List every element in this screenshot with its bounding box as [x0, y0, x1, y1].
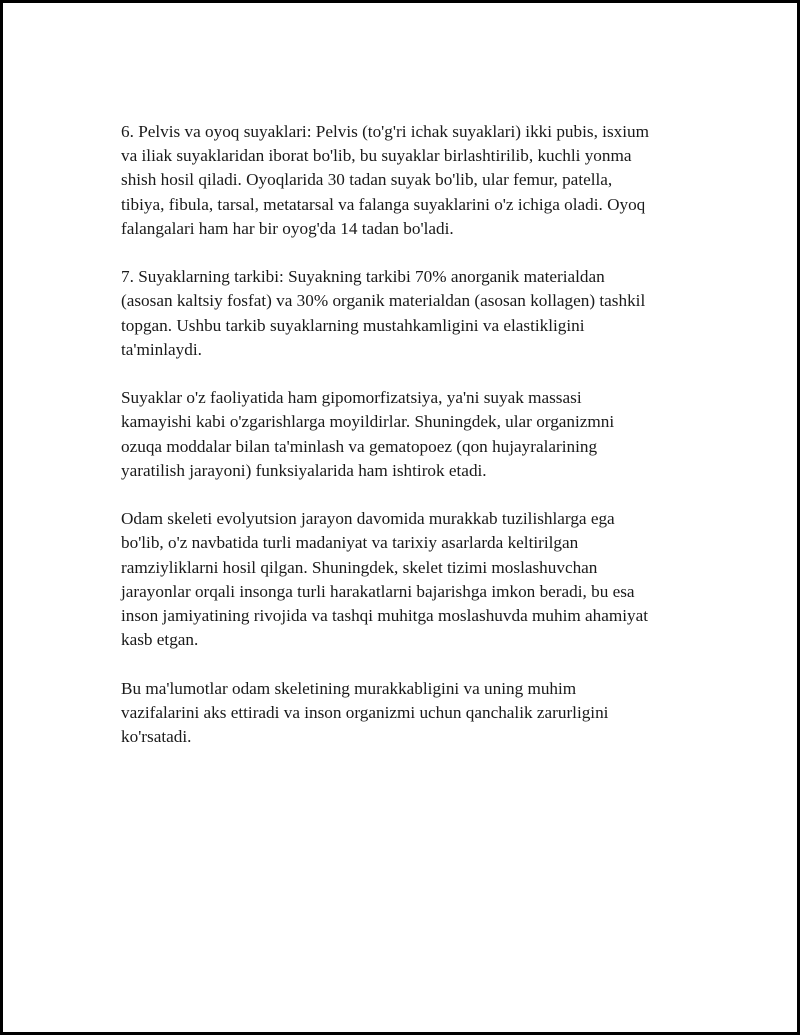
- document-body: [121, 120, 701, 773]
- paragraph-skeleton-evolution: Odam skeleti evolyutsion jarayon davomida murakkab tuzilishlarga ega bo'lib, o'z navbatida turli madaniyat va tarixiy asarlarda keltirilgan ramziyliklarni hosil qilgan. Shuningdek, skelet tizimi moslashuvchan jarayonlar orqali insonga turli harakatlarni bajarishga imkon beradi, bu esa inson jamiyatining rivojida va tashqi muhitga moslashuvda muhim ahamiyat kasb etgan.: [121, 509, 649, 650]
- paragraph-pelvis-leg-bones: 6. Pelvis va oyoq suyaklari: Pelvis (to'g'ri ichak suyaklari) ikki pubis, isxium va iliak suyaklaridan iborat bo'lib, bu suyaklar birlashtirilib, kuchli yonma shish hosil qiladi. Oyoqlarida 30 tadan suyak bo'lib, ular femur, patella, tibiya, fibula, tarsal, metatarsal va falanga suyaklarini o'z ichiga oladi. Oyoq falangalari ham har bir oyog'da 14 tadan bo'ladi.: [121, 122, 649, 238]
- paragraph-bone-changes: Suyaklar o'z faoliyatida ham gipomorfizatsiya, ya'ni suyak massasi kamayishi kabi o'zgarishlarga moyildirlar. Shuningdek, ular organizmni ozuqa moddalar bilan ta'minlash va gematopoez (qon hujayralarining yaratilish jarayoni) funksiyalarida ham ishtirok etadi.: [121, 388, 615, 480]
- paragraph-bone-composition: 7. Suyaklarning tarkibi: Suyakning tarkibi 70% anorganik materialdan (asosan kaltsiy fosfat) va 30% organik materialdan (asosan kollagen) tashkil topgan. Ushbu tarkib suyaklarning mustahkamligini va elastikligini ta'minlaydi.: [121, 267, 646, 359]
- paragraph-conclusion: Bu ma'lumotlar odam skeletining murakkabligini va uning muhim vazifalarini aks ettiradi va inson organizmi uchun qanchalik zarurligini ko'rsatadi.: [121, 678, 609, 747]
